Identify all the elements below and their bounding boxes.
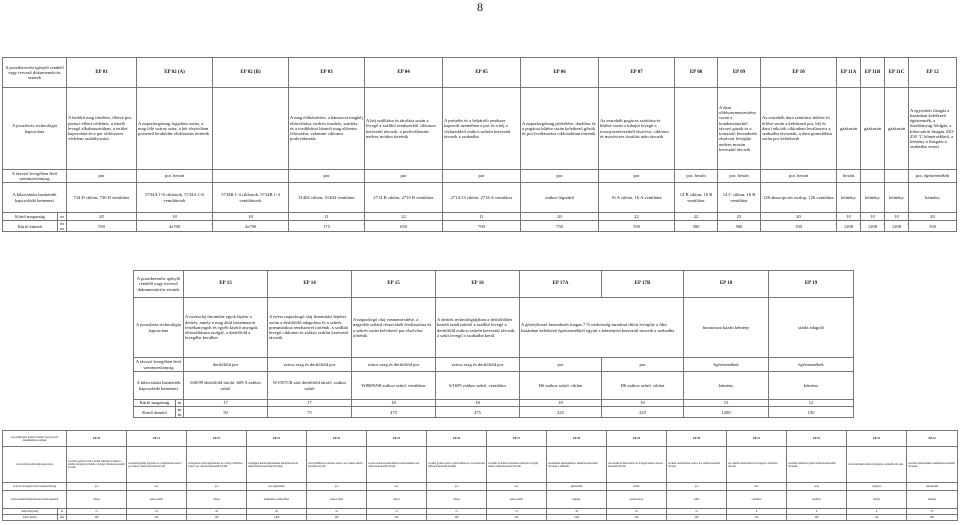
spectral-row — [134, 358, 854, 372]
cell: por, hexán — [137, 170, 213, 183]
cell: illat — [727, 483, 787, 491]
diam-row — [134, 407, 854, 418]
cell: multiciklon, elektrofilter — [247, 491, 307, 509]
cell: zsíros szag és derítőföld por — [352, 358, 436, 372]
cell: zsákos szűrő — [487, 491, 547, 509]
cell: 1200 — [837, 221, 861, 232]
cell: A betöltő mag tüzelése, illetve por, pernye elleni védelme, a tüzelő levegő alkalmazásában, a terület kapcsolata és a por oldószeres védelem szabályozása — [67, 88, 137, 170]
cell: 17 — [268, 400, 352, 407]
cell: W8009AB zsákos szűrő, ventilátor — [352, 372, 436, 400]
page-number: 8 — [477, 0, 483, 14]
cell: Az olajtöltő üzem elszívott levegője a szabadba távozik — [727, 447, 787, 483]
cell: 250 — [607, 515, 667, 521]
cell: A derítés technológiájában a derítőföldes kezelő tartályokból a szállító levegő a derítőföld zsákos szűrőn keresztül távozik, a szűrt levegő a szabadba kerül — [436, 298, 520, 358]
cell: 20 — [187, 509, 247, 515]
col-ep02a: EP 02 (A) — [137, 58, 213, 88]
cell: 120 abszorpciós oszlop, 126 ventilátor — [761, 183, 837, 213]
cell: D6 zsákos szűrő, ciklon — [520, 372, 602, 400]
col-ep19: EP 19 — [769, 271, 854, 298]
cell: A préselés és a héjtároló rendszer kapcsolt üzemében a por és a héj a ciklonokból zsákos szűrőn keresztül távozik a szabadba — [443, 88, 521, 170]
cell: Az extrakciós üzem elszívott levegője nedves mosón keresztül távozik — [607, 447, 667, 483]
row-label-conc: A kibocsátási határérték kapcsolódó bemeneti — [3, 491, 67, 509]
conc-row — [3, 491, 958, 509]
cell: 734 D ciklon, 736 D ventilátor — [67, 183, 137, 213]
cell: 500 — [718, 221, 761, 232]
cell: A napraforgómag fogadása és a magtisztítás során a por zsákos szűrőn keresztül távozik — [127, 447, 187, 483]
col-ep22: EP 22 — [187, 431, 247, 447]
cell: szűrő — [667, 491, 727, 509]
cell — [213, 88, 289, 170]
cell: por — [187, 483, 247, 491]
cell: 4x700 — [137, 221, 213, 232]
cell: 120 — [847, 515, 907, 521]
cell: 14 C ciklon, 16 B ventilátor — [718, 183, 761, 213]
cell: A napraforgómag fogadása során, a mag fölé száraz szita, a két elszívóban porszerű lerakódás elválasztás történik — [137, 88, 213, 170]
cell: 225 — [602, 407, 684, 418]
cell: ciklon — [67, 491, 127, 509]
cell: por — [67, 170, 137, 183]
col-ep26: EP 26 — [427, 431, 487, 447]
unit-mm: mm — [58, 221, 67, 232]
col-ep03: EP 03 — [289, 58, 365, 88]
row-label-height: Kürtő magasság — [3, 509, 58, 515]
row-label-conc: A kibocsátási határérték kapcsolódó bemeneti — [3, 183, 67, 213]
emission-table-1 — [2, 57, 957, 232]
unit-mm: mm — [58, 515, 67, 521]
cell: por — [67, 483, 127, 491]
cell: por — [427, 483, 487, 491]
cell: zsíros szag és derítőföld por — [268, 358, 352, 372]
col-ep20: EP 20 — [67, 431, 127, 447]
cell: por, hexán — [761, 170, 837, 183]
cell: 2714/13 ciklon, 2716 A ventilátor — [443, 183, 521, 213]
cell: por — [289, 170, 365, 183]
cell: A dara tárolása és kiszállítása során keletkező por ciklonon keresztül távozik — [367, 447, 427, 483]
cell: A egyesített füstgáz a kazánban keletkező égéstermék, a tüzelőanyag földgáz, a kibocsátott füstgáz 230-250 °C hőmérsékletű, a kémény a füstgázt a szabadba vezeti — [909, 88, 957, 170]
row-label-diam: Kürtő átmérő — [134, 407, 176, 418]
cell: 2714 B ciklon, 2716 B ventilátor — [365, 183, 443, 213]
cell: A magtároló silók légtelenítése és a mag továbbítása során a por ciklonon keresztül távozik — [187, 447, 247, 483]
cell: 10 — [667, 509, 727, 515]
cell: vegyszer — [847, 483, 907, 491]
cell: szag — [787, 483, 847, 491]
row-label-tech: A posztferia technológia kapcsolata — [134, 298, 184, 358]
cell: zsákos szűrő — [307, 491, 367, 509]
col-ep11a: EP 11A — [837, 58, 861, 88]
cell: 200 — [667, 515, 727, 521]
cell: 150 — [727, 515, 787, 521]
cell: 450 — [127, 515, 187, 521]
row-label-spectral: A távozó levegőben lévő szennyezőanyag — [3, 483, 67, 491]
col-ep34: EP 34 — [907, 431, 958, 447]
cell: 12 — [67, 509, 127, 515]
col-ep07: EP 07 — [599, 58, 675, 88]
cell: A héj szállítása és tárolása során a por zsákos szűrőn keresztül távozik — [307, 447, 367, 483]
corner-cell: A posztkeresést igénylő rendelő vagy tervező dokumentációs szintek — [3, 431, 67, 447]
cell: 300 — [427, 515, 487, 521]
cell: por — [602, 358, 684, 372]
cell — [675, 88, 718, 170]
cell: 10 — [837, 213, 861, 221]
cell: A mag előkészítése, a hámozott maghéj eltávolítása, nedves tisztítás, szárítás, és a továbbított hántolt mag előzetes felosztása, valamint ciklonos porleválasztás — [289, 88, 365, 170]
cell: 550 — [67, 221, 137, 232]
cell: por — [367, 483, 427, 491]
cell: 31404 ciklon, 31404 ventilátor — [289, 183, 365, 213]
cell: 350 — [367, 515, 427, 521]
cell: 12 — [427, 509, 487, 515]
cell: égéstermék — [907, 483, 958, 491]
cell: 11 — [289, 213, 365, 221]
cell: hexán — [607, 483, 667, 491]
col-ep29: EP 29 — [607, 431, 667, 447]
cell: 550 — [599, 221, 675, 232]
cell: 700 — [443, 221, 521, 232]
cell: 1200 — [861, 221, 885, 232]
cell: 14 — [367, 509, 427, 515]
cell: 750 — [521, 221, 599, 232]
cell: 475 — [352, 407, 436, 418]
col-ep12: EP 12 — [909, 58, 957, 88]
col-ep01: EP 01 — [67, 58, 137, 88]
col-ep21: EP 21 — [127, 431, 187, 447]
cell: 20 — [67, 213, 137, 221]
cell: A napraforgó olaj vasmentesítése, a nagyobb szilárd részecskék leválasztása és a szűrés során keletkező por elszívása történik — [352, 298, 436, 358]
cell: A dara oldószermentesítése során a kondenzátorból távozó gázok és a toasztoló berendezés elszívott levegője nedves mosón keresztül távozik — [718, 88, 761, 170]
cell: 500 — [675, 221, 718, 232]
cell: por — [365, 170, 443, 183]
cell: 150 — [761, 221, 837, 232]
cell: 17 — [184, 400, 268, 407]
cell: 450 — [487, 515, 547, 521]
cell: D6 zsákos szűrő, ciklon — [602, 372, 684, 400]
conc-row — [134, 372, 854, 400]
cell: égéstermékek — [684, 358, 769, 372]
col-ep13: EP 13 — [184, 271, 268, 298]
cell: 14 B ciklon, 16 B ventilátor — [675, 183, 718, 213]
cell: 16 A ciklon, 16 A ventilátor — [599, 183, 675, 213]
cell: Az extrahált dara szárítása, hűtése és őrlése során a keletkező por, héj és dara frakciók ciklonban leválasztva a szabadba távoznak, a dara granulálása során por keletkezik — [761, 88, 837, 170]
cell: 75 — [268, 407, 352, 418]
diam-row — [3, 221, 957, 232]
cell: 18 — [436, 400, 520, 407]
cell: 5734B 1-4 ciklonok, 5734B 1-4 ventilátorok — [213, 183, 289, 213]
col-ep33: EP 33 — [847, 431, 907, 447]
col-ep27: EP 27 — [487, 431, 547, 447]
cell: 1000 — [547, 515, 607, 521]
cell: por — [443, 170, 521, 183]
cell: elszívó — [847, 491, 907, 509]
cell: 600 — [907, 515, 958, 521]
cell: 175 — [289, 221, 365, 232]
row-label-conc: A kibocsátási határérték kapcsolódó bemeneti — [134, 372, 184, 400]
corner-cell: A posztkeresést igénylő rendelő vagy tervező dokumentációs szintek — [134, 271, 184, 298]
spectral-row — [3, 170, 957, 183]
col-ep16: EP 16 — [436, 271, 520, 298]
cell: A pellet gyártás során a pellet hűtése és a por elszívása ciklonon keresztül történik — [427, 447, 487, 483]
col-ep11c: EP 11C — [885, 58, 909, 88]
col-ep10: EP 10 — [761, 58, 837, 88]
cell: 22 — [675, 213, 718, 221]
cell: kémény — [885, 183, 909, 213]
header-row — [3, 58, 957, 88]
cell: por, hexán — [675, 170, 718, 183]
cell: 20 — [761, 213, 837, 221]
cell: A héj szállítása és tárolása során a levegő a szállító rendszerből ciklonon keresztül távozik, a porleválasztás nedves módon történik — [365, 88, 443, 170]
col-ep32: EP 32 — [787, 431, 847, 447]
cell: 20 — [909, 213, 957, 221]
cell: A nyersolaj finomítás egyik lépése a derítés, amely a mag által tartalmazott festékanyagok és egyéb kísérő anyagok eltávolítására szolgál, a derítőföld a levegőbe kerülhet — [184, 298, 268, 358]
cell: 225 — [520, 407, 602, 418]
conc-row — [3, 183, 957, 213]
cell: A gőzfejlesztő berendezés magas 7 % nedvesség-tartalmú fűtött levegője a fűtő kazánban keletkező égéstermékkel együtt a kéményen keresztül távozik a szabadba — [520, 298, 684, 358]
cell: égéstermékek — [769, 358, 854, 372]
col-ep11b: EP 11B — [861, 58, 885, 88]
cell: por, hexán — [718, 170, 761, 183]
cell: gázkazán — [885, 88, 909, 170]
cell: biomassza kazán kémény — [684, 298, 769, 358]
diam-row — [3, 515, 958, 521]
cell: kémény — [909, 183, 957, 213]
cell: 400 — [307, 515, 367, 521]
cell — [885, 170, 909, 183]
cell: kémény — [861, 183, 885, 213]
cell: 30 — [547, 509, 607, 515]
cell: ciklon — [367, 491, 427, 509]
cell: 11 — [443, 213, 521, 221]
cell: por — [599, 170, 675, 183]
col-ep14: EP 14 — [268, 271, 352, 298]
cell: por — [487, 483, 547, 491]
cell: 10 — [602, 400, 684, 407]
cell: W1057CR zárt derítőföld tároló, zsákos szűrő — [268, 372, 352, 400]
cell: por — [127, 483, 187, 491]
cell: 18 — [213, 213, 289, 221]
cell — [213, 170, 289, 183]
cell: szóda adagoló — [769, 298, 854, 358]
tech-row — [134, 298, 854, 358]
cell: A laboratórium elszívott levegője a szabadba távozik — [847, 447, 907, 483]
unit-m: m — [58, 509, 67, 515]
cell: 25 — [907, 509, 958, 515]
height-row — [134, 400, 854, 407]
col-ep02b: EP 02 (B) — [213, 58, 289, 88]
tech-row — [3, 447, 958, 483]
cell: 300 — [787, 515, 847, 521]
unit-m: m — [176, 400, 184, 407]
cell: 50 — [184, 407, 268, 418]
cell: A szennyvíztisztító gázai biofilteren keresztül távoznak — [787, 447, 847, 483]
emission-table-3 — [2, 430, 958, 521]
cell — [861, 170, 885, 183]
col-ep06: EP 06 — [521, 58, 599, 88]
cell: 630/09 derítőföld tároló, 609 A zsákos szűrő — [184, 372, 268, 400]
row-label-spectral: A távozó levegőben lévő szennyezőanyag — [134, 358, 184, 372]
col-ep30: EP 30 — [667, 431, 727, 447]
cell: kémény — [837, 183, 861, 213]
unit-m: m — [58, 213, 67, 221]
cell: A napraforgómag pörkölése, darálása és a pogácsa hűtése során keletkező gőzök és por leválasztása ciklonokban történik — [521, 88, 599, 170]
cell: 22 — [599, 213, 675, 221]
cell: 22 — [365, 213, 443, 221]
cell: zsákos légszűrő — [521, 183, 599, 213]
spectral-row — [3, 483, 958, 491]
cell: por, égéstermék — [247, 483, 307, 491]
cell: 6 — [787, 509, 847, 515]
col-ep28: EP 28 — [547, 431, 607, 447]
row-label-diam: Kürtő átmérő — [3, 515, 58, 521]
cell: 1200 — [684, 407, 769, 418]
cell: 500 — [187, 515, 247, 521]
cell: 4x700 — [213, 221, 289, 232]
cell: 15 — [487, 509, 547, 515]
cell: por — [521, 170, 599, 183]
cell: zsákos szűrő — [127, 491, 187, 509]
cell: 150 — [769, 407, 854, 418]
cell: 12 — [769, 400, 854, 407]
tech-row — [3, 88, 957, 170]
row-label-spectral: A távozó levegőben lévő szennyezőanyag — [3, 170, 67, 183]
cell: nedves mosó — [607, 491, 667, 509]
cell: 16 — [307, 509, 367, 515]
cell: A szárító égéstermékei a kéményen keresztül távoznak — [907, 447, 958, 483]
col-ep31: EP 31 — [727, 431, 787, 447]
cell: 6/1695 zsákos szűrő, ventilátor — [436, 372, 520, 400]
row-label-height: Kürtő magasság — [134, 400, 176, 407]
cell: por — [667, 483, 727, 491]
row-label-tech: A posztferia technológia kapcsolata — [3, 447, 67, 483]
cell: A lecitin gyártás során a lecitin szárítása és hűtése a szállító levegővel történik, a levegő ciklonon keresztül távozik — [67, 447, 127, 483]
row-label-tech: A posztferia technológia kapcsolata — [3, 88, 67, 170]
cell: 5734A 1-6 ciklonok, 5734A 1-6 ventilátorok — [137, 183, 213, 213]
cell: 9 — [847, 509, 907, 515]
cell: por — [307, 483, 367, 491]
cell: kémény — [907, 491, 958, 509]
cell: A tisztító és hámozó üzemrész elszívott levegője zsákos szűrőn keresztül távozik — [487, 447, 547, 483]
col-ep17a: EP 17A — [520, 271, 602, 298]
cell: A kazánház égéstermékei a kéményen keresztül távoznak a szabadba — [547, 447, 607, 483]
cell: por — [520, 358, 602, 372]
col-ep15: EP 15 — [352, 271, 436, 298]
header-row — [3, 431, 958, 447]
cell: égéstermék — [547, 483, 607, 491]
row-label-diam: Kürtő átmérő — [3, 221, 58, 232]
cell: 300 — [67, 515, 127, 521]
cell: hexán — [837, 170, 861, 183]
cell: A raktár szellőztetése során a por szűrőn keresztül távozik — [667, 447, 727, 483]
cell: 650 — [365, 221, 443, 232]
cell: 350 — [909, 221, 957, 232]
cell: 475 — [436, 407, 520, 418]
cell: 22 — [718, 213, 761, 221]
cell: 18 — [127, 509, 187, 515]
cell: 10 — [861, 213, 885, 221]
cell: gázkazán — [861, 88, 885, 170]
cell: 1400 — [247, 515, 307, 521]
corner-cell: A posztkeresést igénylő rendelő vagy tervező dokumentációs szintek — [3, 58, 67, 88]
cell: 10 — [885, 213, 909, 221]
cell: kémény — [547, 491, 607, 509]
col-ep23: EP 23 — [247, 431, 307, 447]
cell: zsíros szag és derítőföld por — [436, 358, 520, 372]
row-label-height: Kürtő magasság — [3, 213, 58, 221]
cell: ciklon — [187, 491, 247, 509]
col-ep18: EP 18 — [684, 271, 769, 298]
col-ep04: EP 04 — [365, 58, 443, 88]
cell: derítőföld por — [184, 358, 268, 372]
cell: 8 — [727, 509, 787, 515]
cell: 40 — [247, 509, 307, 515]
col-ep25: EP 25 — [367, 431, 427, 447]
col-ep09: EP 09 — [718, 58, 761, 88]
cell: 15 — [684, 400, 769, 407]
col-ep24: EP 24 — [307, 431, 367, 447]
cell: gázkazán — [837, 88, 861, 170]
cell: Az extrahált pogácsa szárítása és hűtése során a kihajtó levegő a toronyszerkezetből elszívva, ciklonos és mosóvizes tisztítás után távozik — [599, 88, 675, 170]
header-row — [134, 271, 854, 298]
cell: 18 — [137, 213, 213, 221]
cell: ciklon — [427, 491, 487, 509]
cell: A nyers napraforgó olaj finomítási lépései során a derítőföld adagolása és a szűrés pneumatikus rendszerrel történik, a szállító levegő ciklonon és zsákos szűrőn keresztül távozik — [268, 298, 352, 358]
col-ep17b: EP 17B — [602, 271, 684, 298]
col-ep08: EP 08 — [675, 58, 718, 88]
cell: kémény — [769, 372, 854, 400]
cell: 22 — [607, 509, 667, 515]
cell: A héjégető kazán égéstermékei multiciklonon és elektrofilteren keresztül távoznak — [247, 447, 307, 483]
height-row — [3, 213, 957, 221]
cell: kémény — [684, 372, 769, 400]
emission-table-2 — [133, 270, 854, 418]
cell: 10 — [520, 400, 602, 407]
cell: ventilátor — [727, 491, 787, 509]
unit-mm: mm — [176, 407, 184, 418]
cell: biofilter — [787, 491, 847, 509]
cell: 1200 — [885, 221, 909, 232]
col-ep05: EP 05 — [443, 58, 521, 88]
cell: 20 — [521, 213, 599, 221]
cell: por, égéstermékek — [909, 170, 957, 183]
cell: 18 — [352, 400, 436, 407]
